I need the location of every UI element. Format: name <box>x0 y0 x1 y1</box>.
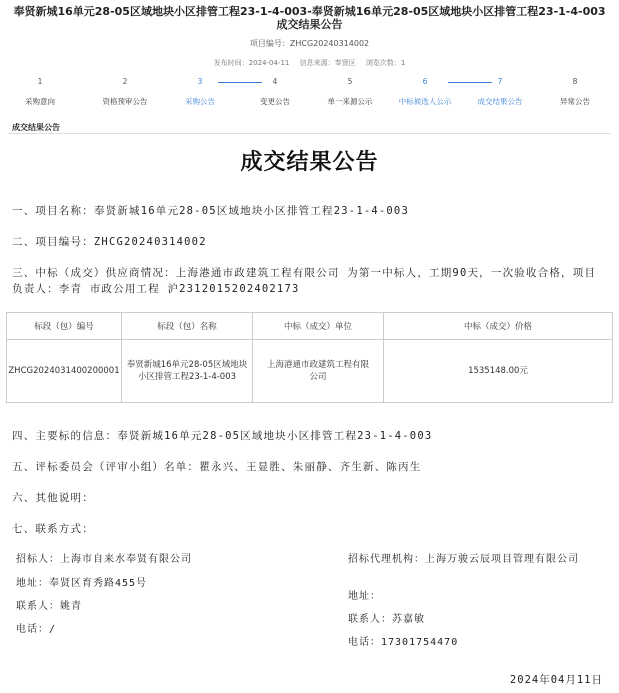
item-supplier-info: 三、中标（成交）供应商情况：上海港通市政建筑工程有限公司 为第一中标人，工期90天，一次验收合格，项目负责人：李青 市政公用工程 沪2312015202402173 <box>12 267 597 295</box>
step-7[interactable]: 7 成交结果公告 <box>477 77 523 106</box>
cell-winner: 上海港通市政建筑工程有限公司 <box>253 340 384 403</box>
col-header-winner: 中标（成交）单位 <box>253 313 384 340</box>
item-committee: 五、评标委员会（评审小组）名单：瞿永兴、王显胜、朱丽静、齐生新、陈丙生 <box>12 461 422 473</box>
project-number: 项目编号：ZHCG20240314002 <box>249 39 370 48</box>
view-count: 浏览次数：1 <box>365 59 406 67</box>
cell-price: 1535148.00元 <box>384 340 613 403</box>
table-row <box>7 340 613 403</box>
meta-info <box>0 58 619 68</box>
col-header-code: 标段（包）编号 <box>7 313 122 340</box>
step-1[interactable]: 1 采购意向 <box>25 77 55 106</box>
item-other-notes: 六、其他说明： <box>12 492 94 504</box>
col-header-name: 标段（包）名称 <box>122 313 253 340</box>
col-header-price: 中标（成交）价格 <box>384 313 613 340</box>
process-steps <box>0 76 619 116</box>
step-4[interactable]: 4 变更公告 <box>260 77 290 106</box>
step-3[interactable]: 3 采购公告 <box>185 77 215 106</box>
table-header-row <box>7 313 613 340</box>
document-date: 2024年04月11日 <box>509 674 603 686</box>
award-table <box>6 312 613 403</box>
section-tag: 成交结果公告 <box>12 123 60 132</box>
tenderer-name: 招标人：上海市自来水奉贤有限公司 <box>16 554 192 565</box>
agent-name: 招标代理机构：上海万骏云辰项目管理有限公司 <box>348 554 579 565</box>
item-project-name: 一、项目名称：奉贤新城16单元28-05区域地块小区排管工程23-1-4-003 <box>12 205 409 217</box>
publish-time: 发布时间：2024-04-11 <box>213 59 290 67</box>
cell-name: 奉贤新城16单元28-05区域地块小区排管工程23-1-4-003 <box>122 340 253 403</box>
step-2[interactable]: 2 资格预审公告 <box>102 77 148 106</box>
agent-address: 地址： <box>348 591 381 602</box>
item-contact: 七、联系方式： <box>12 523 94 535</box>
step-8[interactable]: 8 异常公告 <box>560 77 590 106</box>
tenderer-contact-person: 联系人：姚青 <box>16 601 82 612</box>
document-title: 成交结果公告 <box>240 150 379 175</box>
agent-contact-person: 联系人：苏嘉敏 <box>348 614 425 625</box>
tenderer-phone: 电话：/ <box>16 624 57 635</box>
item-project-number: 二、项目编号：ZHCG20240314002 <box>12 236 207 248</box>
agent-phone: 电话：17301754470 <box>348 637 459 648</box>
page-header-title <box>0 0 619 31</box>
header-title-line2: 成交结果公告 <box>276 18 343 31</box>
divider <box>8 133 611 134</box>
cell-code: ZHCG2024031400200001 <box>7 340 122 403</box>
item-main-subject: 四、主要标的信息：奉贤新城16单元28-05区域地块小区排管工程23-1-4-003 <box>12 430 433 442</box>
header-title-line1: 奉贤新城16单元28-05区域地块小区排管工程23-1-4-003-奉贤新城16单元28-05区域地块小区排管工程23-1-4-003 <box>13 5 606 18</box>
info-source: 信息来源：奉贤区 <box>299 59 356 67</box>
step-6[interactable]: 6 中标候选人公示 <box>398 77 452 106</box>
tenderer-address: 地址：奉贤区育秀路455号 <box>16 578 148 589</box>
step-5[interactable]: 5 单一来源公示 <box>327 77 373 106</box>
